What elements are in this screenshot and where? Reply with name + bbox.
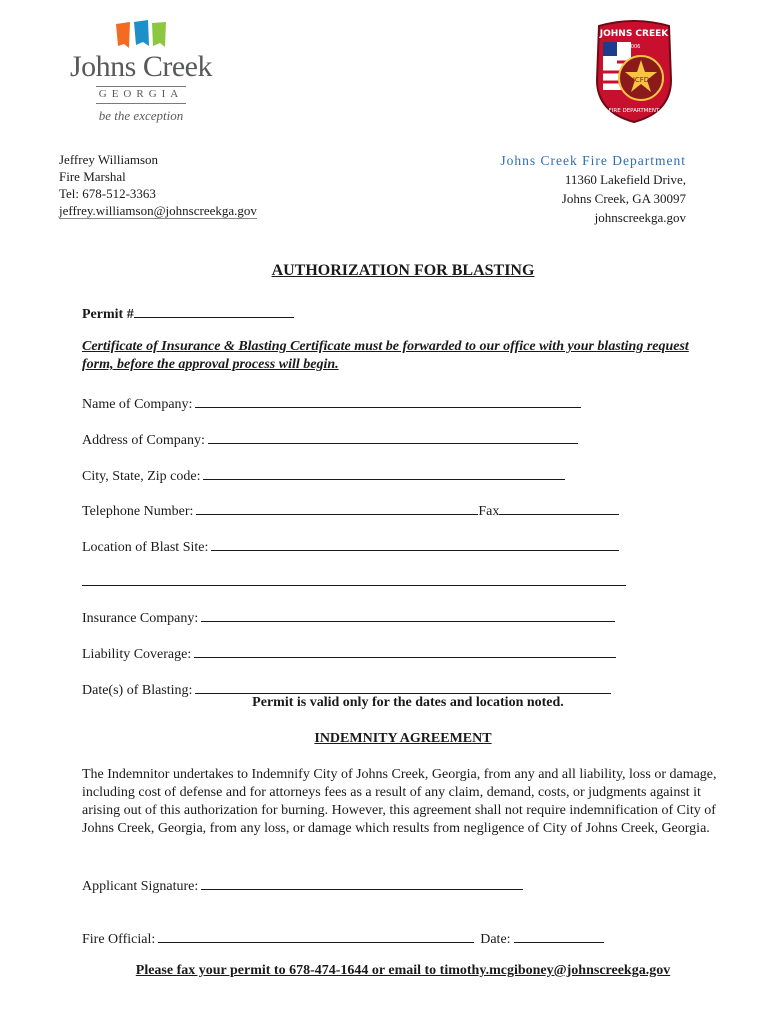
liability-row: [82, 643, 616, 664]
fax-email-footer: Please fax your permit to 678-474-1644 or email to timothy.mcgiboney@johnscreekga.gov: [135, 963, 671, 978]
permit-valid-note: Permit is valid only for the dates and location noted.: [252, 695, 564, 710]
telephone-label: Telephone Number:: [82, 504, 194, 519]
blasting-dates-label: Date(s) of Blasting:: [82, 683, 193, 698]
flags-icon: [116, 20, 168, 50]
logo-tagline: be the exception: [98, 108, 184, 123]
company-name-row: [82, 393, 581, 414]
svg-text:JOHNS CREEK: JOHNS CREEK: [599, 29, 669, 39]
date-field[interactable]: [514, 928, 604, 943]
applicant-signature-field[interactable]: [201, 875, 523, 890]
department-street: 11360 Lakefield Drive,: [564, 172, 686, 187]
fax-label: Fax: [478, 504, 500, 519]
fax-field[interactable]: [499, 500, 619, 515]
marshal-email-link[interactable]: jeffrey.williamson@johnscreekga.gov: [59, 203, 257, 218]
permit-label: Permit #: [82, 307, 134, 322]
city-state-zip-label: City, State, Zip code:: [82, 469, 201, 484]
city-state-zip-field[interactable]: [203, 465, 565, 480]
telephone-field[interactable]: [196, 500, 478, 515]
form-title: AUTHORIZATION FOR BLASTING: [271, 262, 535, 279]
city-logo: [66, 20, 216, 126]
fire-badge-icon: [591, 20, 677, 124]
company-address-label: Address of Company:: [82, 433, 205, 448]
marshal-name: Jeffrey Williamson: [59, 152, 159, 167]
fire-official-field[interactable]: [158, 928, 474, 943]
fire-official-label: Fire Official:: [82, 932, 156, 947]
company-name-field[interactable]: [195, 393, 581, 408]
blast-location-field[interactable]: [211, 536, 619, 551]
svg-text:FIRE DEPARTMENT: FIRE DEPARTMENT: [608, 108, 660, 114]
department-name: Johns Creek Fire Department: [500, 153, 686, 168]
indemnity-heading: INDEMNITY AGREEMENT: [314, 731, 492, 746]
applicant-signature-row: [82, 875, 523, 896]
department-site[interactable]: johnscreekga.gov: [594, 210, 686, 225]
applicant-signature-label: Applicant Signature:: [82, 879, 199, 894]
blast-location-row-2: [82, 571, 626, 592]
blast-location-row: [82, 536, 619, 557]
fire-official-row: [82, 928, 604, 949]
city-state-zip-row: [82, 465, 565, 486]
company-address-field[interactable]: [208, 429, 578, 444]
permit-number-field[interactable]: [134, 303, 294, 318]
insurance-company-field[interactable]: [201, 607, 615, 622]
liability-field[interactable]: [194, 643, 616, 658]
department-address: [500, 151, 686, 227]
company-name-label: Name of Company:: [82, 397, 193, 412]
logo-name: Johns Creek: [70, 50, 212, 83]
logo-rule-bottom: [96, 103, 186, 104]
company-address-row: [82, 429, 578, 450]
department-city: Johns Creek, GA 30097: [561, 191, 686, 206]
logo-state: GEORGIA: [98, 88, 184, 100]
indemnity-text: The Indemnitor undertakes to Indemnify City of Johns Creek, Georgia, from any and all liability, loss or damage, including cost of defense and for attorneys fees as a result of any claim, demand, costs, or judgments against it arising out of this authorization for burning. However, this agreement shall not require indemnification of City of Johns Creek, Georgia, from any loss, or damage which results from negligence of City of Johns Creek, Georgia.: [82, 767, 717, 836]
fire-department-badge: [591, 20, 677, 124]
insurance-company-row: [82, 607, 615, 628]
svg-text:JCFD: JCFD: [632, 76, 650, 84]
blast-location-field-2[interactable]: [82, 571, 626, 586]
date-label: Date:: [480, 932, 511, 947]
blasting-dates-field[interactable]: [195, 679, 611, 694]
fire-marshal-contact: [59, 151, 257, 219]
liability-label: Liability Coverage:: [82, 647, 192, 662]
permit-number-row: [82, 303, 294, 323]
certificate-notice: Certificate of Insurance & Blasting Certificate must be forwarded to our office with your blasting request form, before the approval process will begin.: [82, 339, 689, 372]
insurance-company-label: Insurance Company:: [82, 611, 199, 626]
marshal-role: Fire Marshal: [59, 169, 126, 184]
svg-text:2006: 2006: [627, 44, 641, 50]
blast-location-label: Location of Blast Site:: [82, 540, 209, 555]
marshal-tel: Tel: 678-512-3363: [59, 186, 156, 201]
telephone-row: [82, 500, 619, 521]
